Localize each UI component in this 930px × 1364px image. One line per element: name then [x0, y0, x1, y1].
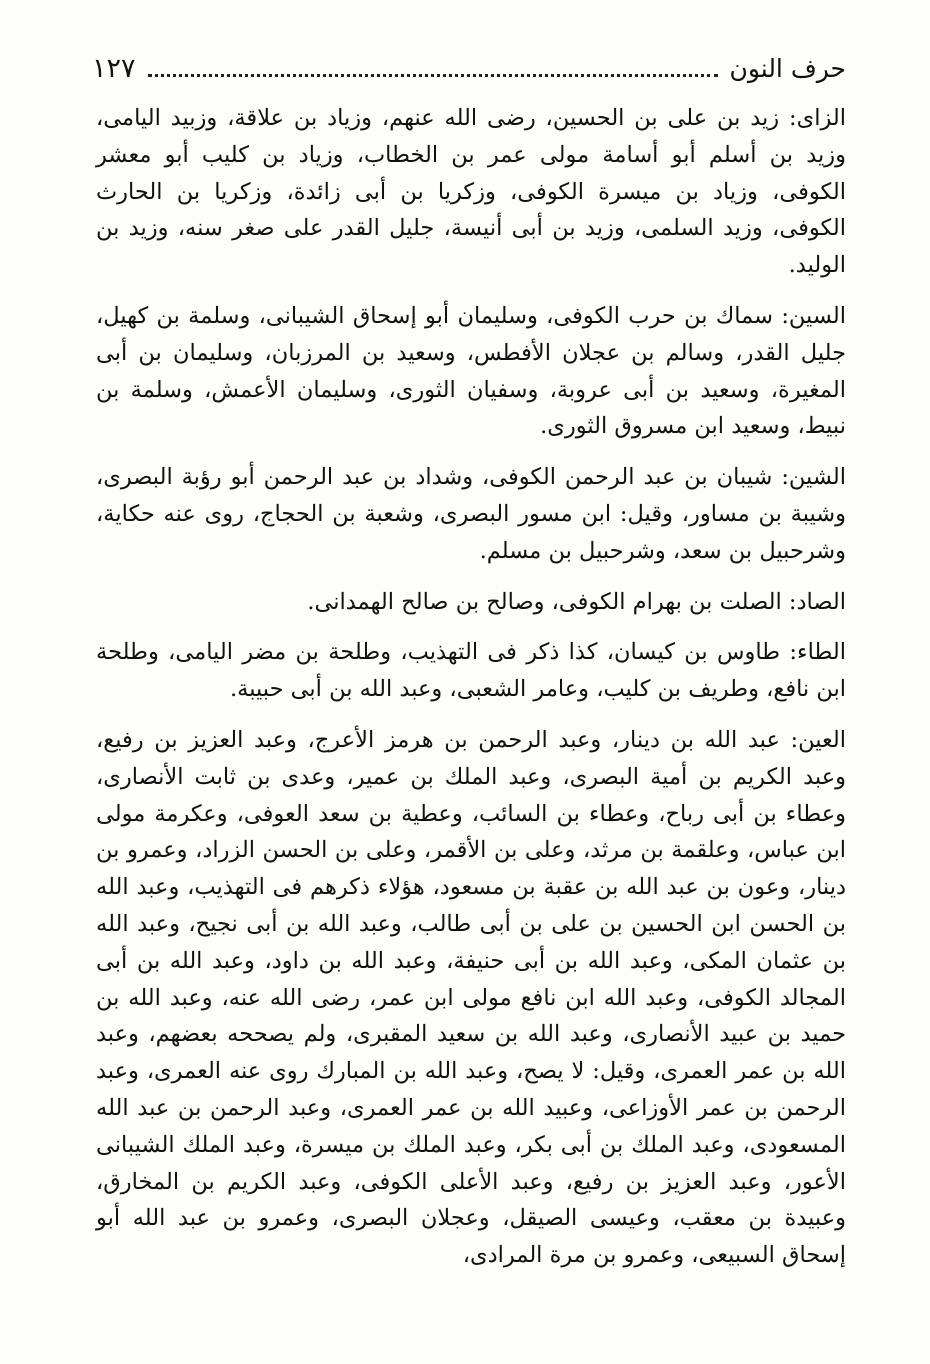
- entry-shin: [96, 459, 846, 569]
- entry-text: عبد الله بن دينار، وعبد الرحمن بن هرمز الأعرج، وعبد العزيز بن رفيع، وعبد الكريم بن أمية البصرى، وعبد الملك بن عمير، وعدى بن ثابت الأنصارى، وعطاء بن أبى رباح، وعطاء بن السائب، وعطية بن سعد العوفى، وعكرمة مولى ابن عباس، وعلقمة بن مرثد، وعلى بن الأقمر، وعلى بن الحسن الزراد، وعمرو بن دينار، وعون بن عبد الله بن عقبة بن مسعود، هؤلاء ذكرهم فى التهذيب، وعبد الله بن الحسن ابن الحسين بن على بن أبى طالب، وعبد الله بن أبى نجيح، وعبد الله بن عثمان المكى، وعبد الله بن أبى حنيفة، وعبد الله بن داود، وعبد الله بن أبى المجالد الكوفى، وعبد الله ابن نافع مولى ابن عمر، رضى الله عنه، وعبد الله بن حميد بن عبيد الأنصارى، وعبد الله بن سعيد المقبرى، ولم يصححه بعضهم، وعبد الله بن عمر العمرى، وقيل: لا يصح، وعبد الله بن المبارك روى عنه العمرى، وعبد الرحمن بن عمر الأوزاعى، وعبيد الله بن عمر العمرى، وعبد الرحمن بن عبد الله المسعودى، وعبد الملك بن أبى بكر، وعبد الملك بن ميسرة، وعبد الملك الشيبانى الأعور، وعبد العزيز بن رفيع، وعبد الأعلى الكوفى، وعبد الكريم بن المخارق، وعبيدة بن معقب، وعيسى الصيقل، وعجلان البصرى، وعمرو بن عبد الله أبو إسحاق السبيعى، وعمرو بن مرة المرادى،: [96, 726, 846, 1269]
- entry-sad: [96, 584, 846, 621]
- page-number: ١٢٧: [92, 53, 136, 84]
- entry-ta: [96, 634, 846, 708]
- entry-zay: [96, 100, 846, 284]
- entry-letter: الصاد:: [788, 588, 846, 615]
- entry-letter: الزاى:: [789, 105, 846, 131]
- running-header: [92, 46, 846, 86]
- entry-text: شيبان بن عبد الرحمن الكوفى، وشداد بن عبد الرحمن أبو رؤبة البصرى، وشيبة بن مساور، وقيل: ابن مسور البصرى، وشعبة بن الحجاج، روى عنه حكاية، وشرحبيل بن سعد، وشرحبيل بن مسلم.: [96, 464, 846, 564]
- entry-sin: [96, 298, 846, 445]
- entry-text: طاوس بن كيسان، كذا ذكر فى التهذيب، وطلحة بن مضر اليامى، وطلحة ابن نافع، وطريف بن كليب، وعامر الشعبى، وعبد الله بن أبى حبيبة.: [96, 639, 846, 703]
- entry-letter: الشين:: [781, 464, 847, 491]
- entry-letter: السين:: [781, 302, 847, 329]
- chapter-title: حرف النون: [729, 54, 846, 83]
- entry-letter: الطاء:: [789, 639, 846, 666]
- entry-ayn: [96, 722, 846, 1274]
- entry-text: سماك بن حرب الكوفى، وسليمان أبو إسحاق الشيبانى، وسلمة بن كهيل، جليل القدر، وسالم بن عجلان الأفطس، وسعيد بن المرزبان، وسليمان بن أبى المغيرة، وسعيد بن أبى عروبة، وسفيان الثورى، وسليمان الأعمش، وسلمة بن نبيط، وسعيد ابن مسروق الثورى.: [96, 302, 846, 440]
- entry-letter: العين:: [790, 726, 847, 753]
- entry-text: الصلت بن بهرام الكوفى، وصالح بن صالح الهمدانى.: [307, 588, 782, 615]
- entry-text: زيد بن على بن الحسين، رضى الله عنهم، وزياد بن علاقة، وزبيد اليامى، وزيد بن أسلم أبو أسامة مولى عمر بن الخطاب، وزياد بن كليب أبو معشر الكوفى، وزياد بن ميسرة الكوفى، وزكريا بن أبى زائدة، وزكريا بن الحارث الكوفى، وزيد السلمى، وزيد بن أبى أنيسة، جليل القدر على صغر سنه، وزيد بن الوليد.: [96, 105, 846, 279]
- dotted-leader: [148, 74, 718, 77]
- page-body: [96, 100, 846, 1288]
